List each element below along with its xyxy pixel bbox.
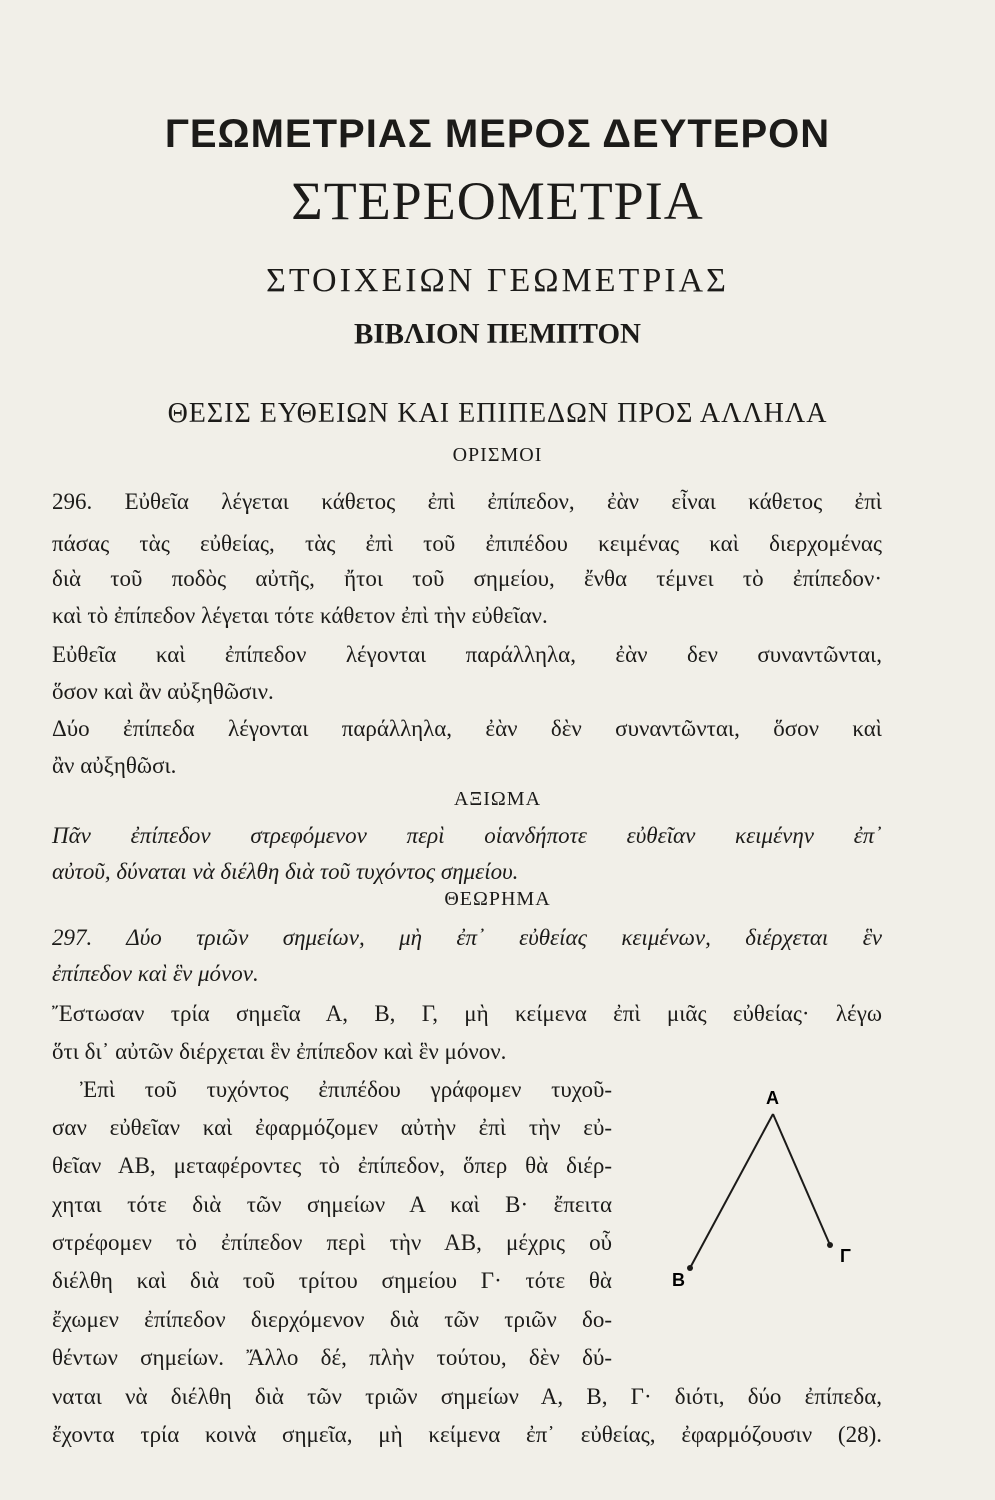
definitions-heading: ΟΡΙΣΜΟΙ	[452, 444, 543, 466]
definition-line: Εὐθεῖα καὶ ἐπίπεδον λέγονται παράλληλα, ἐὰν δεν συναντῶνται,	[52, 642, 882, 667]
main-title: ΣΤΕΡΕΟΜΕΤΡΙΑ	[291, 171, 704, 231]
proof-line: διέλθη καὶ διὰ τοῦ τρίτου σημείου Γ· τότε θὰ	[52, 1268, 612, 1293]
proof-line: ναται νὰ διέλθη διὰ τῶν τριῶν σημείων Α, Β, Γ· διότι, δύο ἐπίπεδα,	[52, 1384, 882, 1409]
theorem-statement-line: ἐπίπεδον καὶ ἓν μόνον.	[52, 961, 259, 986]
sub-title: ΣΤΟΙΧΕΙΩΝ ΓΕΩΜΕΤΡΙΑΣ	[266, 262, 729, 299]
chapter-title: ΘΕΣΙΣ ΕΥΘΕΙΩΝ ΚΑΙ ΕΠΙΠΕΔΩΝ ΠΡΟΣ ΑΛΛΗΛΑ	[167, 398, 828, 429]
point-g	[827, 1242, 833, 1248]
book-title: ΒΙΒΛΙΟΝ ΠΕΜΠΤΟΝ	[354, 318, 641, 350]
definition-line: διὰ τοῦ ποδὸς αὐτῆς, ἤτοι τοῦ σημείου, ἔνθα τέμνει τὸ ἐπίπεδον·	[52, 566, 882, 591]
label-b: Β	[672, 1270, 685, 1290]
proof-line: χηται τότε διὰ τῶν σημείων Α καὶ Β· ἔπειτα	[52, 1192, 612, 1217]
proof-line: ἔχοντα τρία κοινὰ σημεῖα, μὴ κείμενα ἐπ᾿ εὐθείας, ἐφαρμόζουσιν (28).	[52, 1422, 882, 1447]
part-title: ΓΕΩΜΕΤΡΙΑΣ ΜΕΡΟΣ ΔΕΥΤΕΡΟΝ	[164, 112, 831, 156]
proof-line: στρέφομεν τὸ ἐπίπεδον περὶ τὴν ΑΒ, μέχρις οὗ	[52, 1230, 612, 1255]
label-a: Α	[766, 1088, 779, 1108]
definition-line: πάσας τὰς εὐθείας, τὰς ἐπὶ τοῦ ἐπιπέδου κειμένας καὶ διερχομένας	[52, 531, 882, 556]
definition-line: ὅσον καὶ ἂν αὐξηθῶσιν.	[52, 679, 274, 704]
proof-line: θέντων σημείων. Ἄλλο δέ, πλὴν τούτου, δὲν δύ-	[52, 1345, 612, 1370]
proof-line: Ἐπὶ τοῦ τυχόντος ἐπιπέδου γράφομεν τυχοῦ-	[80, 1077, 612, 1102]
definition-line: καὶ τὸ ἐπίπεδον λέγεται τότε κάθετον ἐπὶ τὴν εὐθεῖαν.	[52, 603, 548, 628]
proof-line: σαν εὐθεῖαν καὶ ἐφαρμόζομεν αὐτὴν ἐπὶ τὴν εὐ-	[52, 1115, 612, 1140]
definition-line: Δύο ἐπίπεδα λέγονται παράλληλα, ἐὰν δὲν συναντῶνται, ὅσον καὶ	[52, 716, 882, 741]
axiom-line: Πᾶν ἐπίπεδον στρεφόμενον περὶ οἱανδήποτε εὐθεῖαν κειμένην ἐπ᾿	[52, 823, 882, 848]
definition-line: 296. Εὐθεῖα λέγεται κάθετος ἐπὶ ἐπίπεδον, ἐὰν εἶναι κάθετος ἐπὶ	[52, 489, 882, 514]
axiom-line: αὐτοῦ, δύναται νὰ διέλθη διὰ τοῦ τυχόντος σημείου.	[52, 859, 519, 884]
label-g: Γ	[840, 1246, 851, 1266]
proof-line: ὅτι δι᾿ αὐτῶν διέρχεται ἓν ἐπίπεδον καὶ ἓν μόνον.	[52, 1039, 507, 1064]
triangle-figure	[660, 1080, 900, 1420]
axiom-heading: ΑΞΙΩΜΑ	[453, 788, 542, 810]
segment-ab	[690, 1114, 773, 1268]
proof-line: Ἔστωσαν τρία σημεῖα Α, Β, Γ, μὴ κείμενα ἐπὶ μιᾶς εὐθείας· λέγω	[52, 1001, 882, 1026]
theorem-heading: ΘΕΩΡΗΜΑ	[444, 888, 551, 910]
segment-ag	[773, 1114, 830, 1245]
proof-line: θεῖαν ΑΒ, μεταφέροντες τὸ ἐπίπεδον, ὅπερ θὰ διέρ-	[52, 1153, 612, 1178]
proof-line: ἔχωμεν ἐπίπεδον διερχόμενον διὰ τῶν τριῶν δο-	[52, 1307, 612, 1332]
definition-line: ἂν αὐξηθῶσι.	[52, 753, 177, 778]
theorem-statement-line: 297. Δύο τριῶν σημείων, μὴ ἐπ᾿ εὐθείας κειμένων, διέρχεται ἓν	[52, 925, 882, 950]
point-b	[687, 1265, 693, 1271]
